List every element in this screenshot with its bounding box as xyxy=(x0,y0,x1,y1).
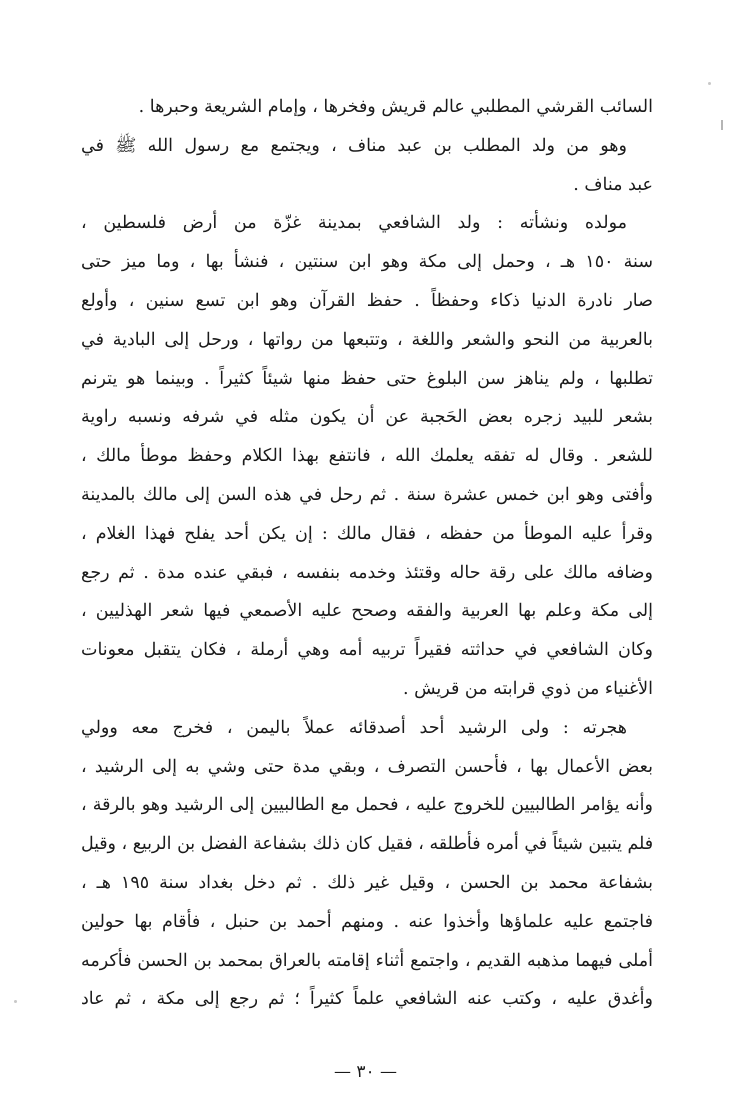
text-line: وضافه مالك على رقة حاله وقتئذ وخدمه بنفسه ، فبقي عنده مدة . ثم رجع xyxy=(81,562,653,583)
text-line: مولده ونشأته : ولد الشافعي بمدينة غزّة من أرض فلسطين ، xyxy=(81,213,627,234)
text-line: فلم يتبين شيئاً في أمره فأطلقه ، فقيل كان ذلك بشفاعة الفضل بن الربيع ، وقيل xyxy=(81,834,653,855)
margin-speck xyxy=(14,1000,17,1003)
page-number: — ٣٠ — xyxy=(333,1062,398,1082)
margin-speck xyxy=(721,120,723,130)
text-line: وأنه يؤامر الطالبيين للخروج عليه ، فحمل مع الطالبيين إلى الرشيد وهو بالرقة ، xyxy=(81,795,653,816)
text-line: هجرته : ولى الرشيد أحد أصدقائه عملاً باليمن ، فخرج معه وولي xyxy=(81,717,627,738)
text-line: أملى فيهما مذهبه القديم ، واجتمع أثناء إقامته بالعراق بمحمد بن الحسن فأكرمه xyxy=(81,950,653,971)
text-line: وأفتى وهو ابن خمس عشرة سنة . ثم رحل في هذه السن إلى مالك بالمدينة xyxy=(81,484,653,505)
body-text xyxy=(81,88,653,1019)
text-line: السائب القرشي المطلبي عالم قريش وفخرها ، وإمام الشريعة وحبرها . xyxy=(138,97,653,117)
text-line: وقرأ عليه الموطأ من حفظه ، فقال مالك : إن يكن أحد يفلح فهذا الغلام ، xyxy=(81,523,653,544)
text-line: صار نادرة الدنيا ذكاء وحفظاً . حفظ القرآن وهو ابن تسع سنين ، وأولع xyxy=(81,290,653,311)
text-line: الأغنياء من ذوي قرابته من قريش . xyxy=(402,678,653,699)
text-line: عبد مناف . xyxy=(573,174,653,195)
text-line: بالعربية من النحو والشعر واللغة ، وتتبعها من رواتها ، ورحل إلى البادية في xyxy=(81,329,653,350)
text-line: إلى مكة وعلم بها العربية والفقه وصحح عليه الأصمعي فيها شعر الهذليين ، xyxy=(81,601,653,622)
text-line: وكان الشافعي في حداثته فقيراً تربيه أمه وهي أرملة ، فكان يتقبل معونات xyxy=(81,640,653,661)
text-line: بعض الأعمال بها ، فأحسن التصرف ، وبقي مدة حتى وشي به إلى الرشيد ، xyxy=(81,756,653,777)
text-line: وأغدق عليه ، وكتب عنه الشافعي علماً كثيراً ؛ ثم رجع إلى مكة ، ثم عاد xyxy=(81,989,653,1010)
text-line: بشعر للبيد زجره بعض الحَجبة عن أن يكون مثله في شرفه ونسبه راوية xyxy=(81,407,653,428)
margin-speck xyxy=(708,82,711,85)
text-line: للشعر . وقال له تفقه يعلمك الله ، فانتفع بهذا الكلام وحفظ موطأ مالك ، xyxy=(81,446,653,467)
text-line: سنة ١٥٠ هـ ، وحمل إلى مكة وهو ابن سنتين ، فنشأ بها ، وما ميز حتى xyxy=(81,252,653,273)
text-line: فاجتمع عليه علماؤها وأخذوا عنه . ومنهم أحمد بن حنبل ، فأقام بها حولين xyxy=(81,911,653,932)
text-line: بشفاعة محمد بن الحسن ، وقيل غير ذلك . ثم دخل بغداد سنة ١٩٥ هـ ، xyxy=(81,872,653,893)
text-line: تطلبها ، ولم يناهز سن البلوغ حتى حفظ منها شيئاً كثيراً . وبينما هو يترنم xyxy=(81,368,653,389)
text-line: وهو من ولد المطلب بن عبد مناف ، ويجتمع مع رسول الله ﷺ في xyxy=(81,135,627,156)
